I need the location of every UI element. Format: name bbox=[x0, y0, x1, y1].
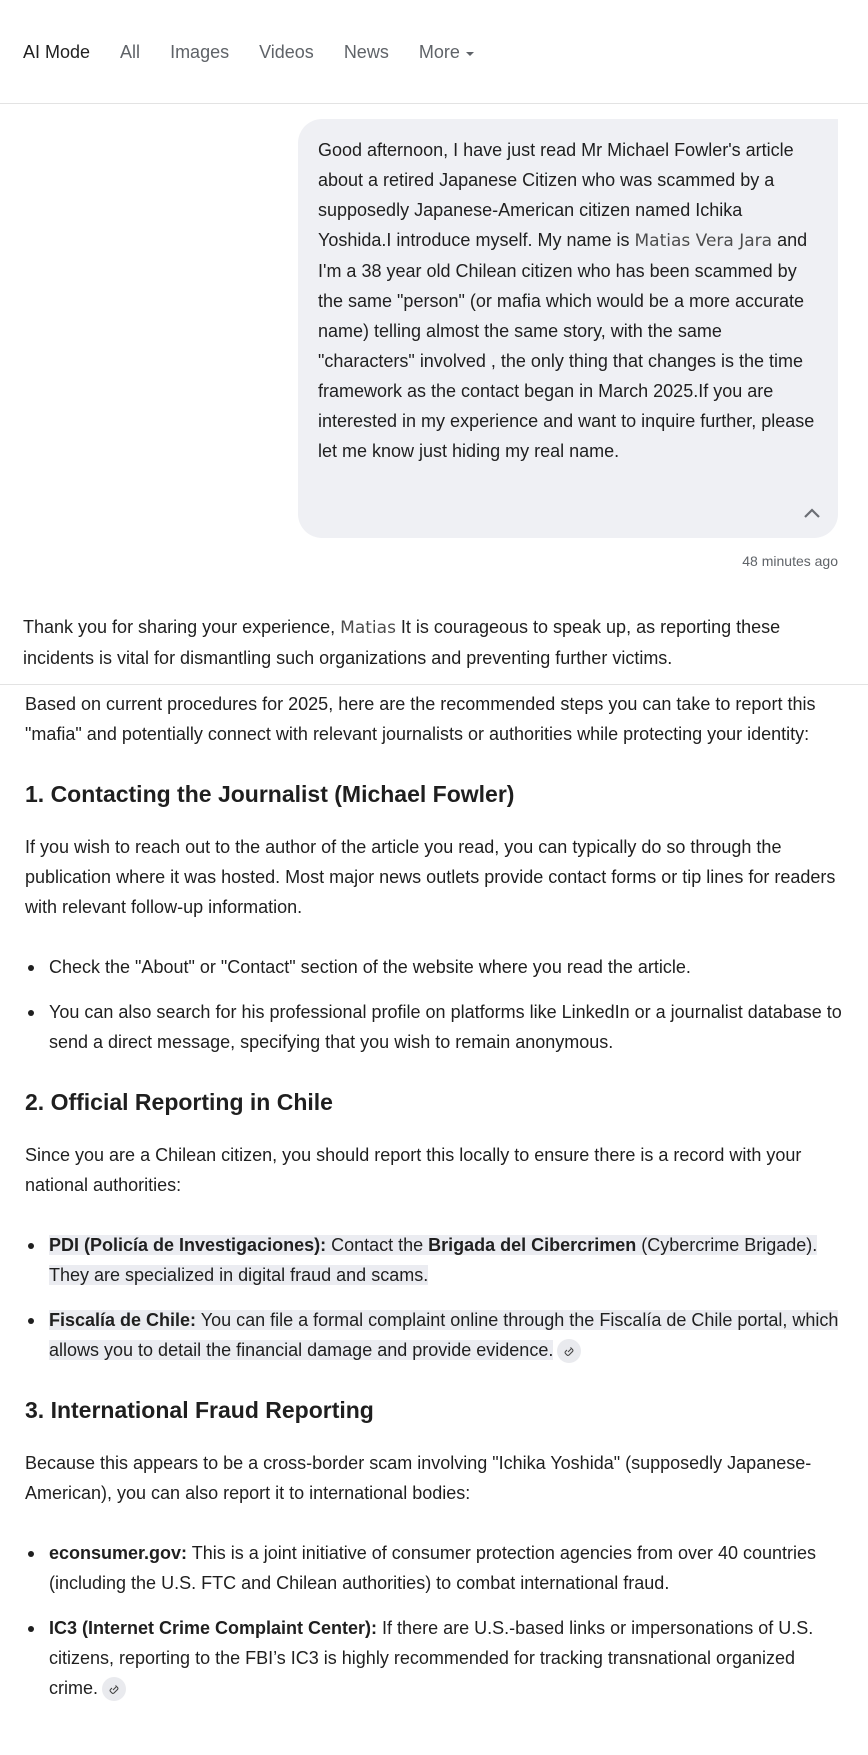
section-heading-international: 3. International Fraud Reporting bbox=[25, 1397, 374, 1423]
tab-ai-mode[interactable]: AI Mode bbox=[23, 42, 91, 62]
divider bbox=[0, 684, 868, 685]
source-link-button[interactable] bbox=[557, 1339, 581, 1363]
highlighted-text: PDI (Policía de Investigaciones): Contact the Brigada del Cibercrimen (Cybercrime Brigade). They are specialized in digital fraud and scams. bbox=[49, 1235, 818, 1285]
source-link-button[interactable] bbox=[102, 1677, 126, 1701]
list-item: econsumer.gov: This is a joint initiative of consumer protection agencies from over 40 countries (including the U.S. FTC and Chilean authorities) to combat international fraud. bbox=[25, 1538, 845, 1598]
user-name: Matias Vera Jara bbox=[634, 231, 773, 251]
tab-news[interactable]: News bbox=[343, 42, 389, 62]
tab-videos[interactable]: Videos bbox=[259, 42, 314, 62]
highlighted-text: Fiscalía de Chile: You can file a formal complaint online through the Fiscalía de Chile portal, which allows you to detail the financial damage and provide evidence. bbox=[49, 1310, 839, 1360]
tab-more[interactable] bbox=[419, 42, 474, 63]
list-item bbox=[25, 1230, 845, 1290]
bullet-list bbox=[25, 952, 845, 1057]
list-item: IC3 (Internet Crime Complaint Center): If there are U.S.-based links or impersonations of U.S. citizens, reporting to the FBI’s IC3 is highly recommended for tracking transnational organized crime. bbox=[25, 1613, 845, 1703]
user-message-bubble bbox=[298, 119, 838, 538]
tab-images[interactable]: Images bbox=[170, 42, 230, 62]
list-item: You can also search for his professional profile on platforms like LinkedIn or a journalist database to send a direct message, specifying that you wish to remain anonymous. bbox=[25, 997, 845, 1057]
caret-down-icon bbox=[466, 52, 474, 56]
list-item: Check the "About" or "Contact" section of the website where you read the article. bbox=[25, 952, 845, 982]
message-timestamp: 48 minutes ago bbox=[742, 553, 838, 569]
section-paragraph: Because this appears to be a cross-border scam involving "Ichika Yoshida" (supposedly Japanese-American), you can also report it to international bodies: bbox=[25, 1453, 812, 1503]
section-paragraph: If you wish to reach out to the author of the article you read, you can typically do so through the publication where it was hosted. Most major news outlets provide contact forms or tip lines for readers with relevant follow-up information. bbox=[25, 837, 836, 917]
link-icon bbox=[108, 1683, 120, 1695]
bullet-list bbox=[25, 1230, 845, 1365]
user-first-name: Matias bbox=[340, 618, 396, 638]
response-intro: Based on current procedures for 2025, here are the recommended steps you can take to report this "mafia" and potentially connect with relevant journalists or authorities while protecting your identity: bbox=[25, 694, 816, 744]
tab-more-label: More bbox=[418, 42, 460, 62]
user-message-text: Good afternoon, I have just read Mr Michael Fowler's article about a retired Japanese Citizen who was scammed by a supposedly Japanese-American citizen named Ichika Yoshida.I introduce myself. My name is Matias Vera Jara and I'm a 38 year old Chilean citizen who has been scammed by the same "person" (or mafia which would be a more accurate name) telling almost the same story, with the same "characters" involved , the only thing that changes is the time framework as the contact began in March 2025.If you are interested in my experience and want to inquire further, please let me know just hiding my real name. bbox=[318, 140, 815, 461]
section-heading-chile: 2. Official Reporting in Chile bbox=[25, 1089, 333, 1115]
bullet-list bbox=[25, 1538, 845, 1703]
collapse-message-button[interactable] bbox=[800, 502, 824, 522]
tab-all[interactable]: All bbox=[120, 42, 141, 62]
search-mode-tabs bbox=[0, 0, 868, 104]
link-icon bbox=[563, 1345, 575, 1357]
response-greeting: Thank you for sharing your experience, Matias It is courageous to speak up, as reporting these incidents is vital for dismantling such organizations and preventing further victims. bbox=[23, 617, 781, 668]
section-heading-journalist: 1. Contacting the Journalist (Michael Fowler) bbox=[25, 781, 515, 807]
chevron-up-icon bbox=[800, 503, 824, 523]
ai-response-body bbox=[25, 689, 845, 1733]
section-paragraph: Since you are a Chilean citizen, you should report this locally to ensure there is a record with your national authorities: bbox=[25, 1145, 802, 1195]
list-item bbox=[25, 1305, 845, 1365]
